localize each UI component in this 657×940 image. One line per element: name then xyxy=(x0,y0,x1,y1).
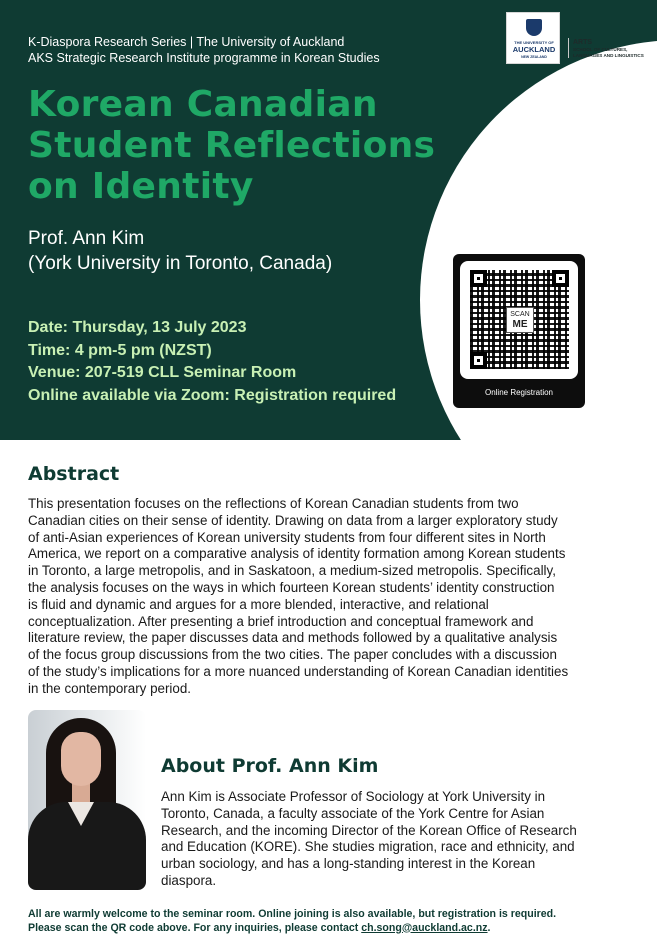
abstract-line: literature review, the paper discusses data and methods followed by a qualitative analysis xyxy=(28,630,558,646)
abstract-line: Canadian cities on their sense of identity. Drawing on data from a larger exploratory study xyxy=(28,512,558,528)
abstract-line: This presentation focuses on the reflections of Korean Canadian students from two xyxy=(28,496,519,511)
about-line: Research, and the incoming Director of the Korean Office of Research xyxy=(161,822,577,838)
faculty-line-2: LANGUAGES AND LINGUISTICS xyxy=(573,52,644,58)
crest-icon xyxy=(526,19,542,36)
footer-line-1: All are warmly welcome to the seminar room. Online joining is also available, but registration is required. xyxy=(28,908,557,920)
qr-finder-icon xyxy=(470,352,487,369)
event-details xyxy=(28,317,396,407)
speaker-block xyxy=(28,226,332,276)
footer-line-2-text: Please scan the QR code above. For any inquiries, please contact xyxy=(28,921,362,934)
faculty-line-1: SCHOOL OF CULTURES, xyxy=(573,47,628,52)
about-line: Toronto, Canada, a faculty associate of the York Centre for Asian xyxy=(161,805,545,821)
speaker-affiliation: (York University in Toronto, Canada) xyxy=(28,253,333,274)
title-line-2: Student Reflections xyxy=(28,125,436,166)
qr-finder-icon xyxy=(470,270,487,287)
abstract-heading: Abstract xyxy=(28,463,120,485)
university-logo xyxy=(506,12,560,64)
footer-line-2-end: . xyxy=(487,921,491,934)
series-info xyxy=(28,34,380,66)
abstract-line: of the study’s implications for a more nuanced understanding of Korean Canadian identities xyxy=(28,663,569,679)
footer-note xyxy=(28,908,556,935)
series-line-1: K-Diaspora Research Series | The University of Auckland xyxy=(28,35,345,49)
photo-jacket xyxy=(28,802,146,890)
logo-line-3: NEW ZEALAND xyxy=(521,55,547,59)
about-text xyxy=(161,789,601,890)
abstract-line: of the focus group discussions from the two cities. The paper concludes with a discussion xyxy=(28,647,557,663)
event-time: Time: 4 pm-5 pm (NZST) xyxy=(28,341,212,359)
abstract-line: the analysis focuses on the ways in which fourteen Korean students’ identity construction xyxy=(28,579,555,595)
photo-face xyxy=(61,732,101,786)
logo-line-2: AUCKLAND xyxy=(512,45,556,54)
faculty-title: ARTS xyxy=(573,39,593,46)
qr-caption: Online Registration xyxy=(484,388,554,397)
about-line: and Education (KORE). She studies migration, race and ethnicity, and xyxy=(161,839,575,855)
title-line-1: Korean Canadian xyxy=(28,84,378,125)
abstract-line: is fluid and dynamic and argues for a more blended, interactive, and relational xyxy=(28,596,489,612)
footer-line-2 xyxy=(28,922,556,936)
logo-divider xyxy=(568,38,569,58)
speaker-photo xyxy=(28,710,146,890)
title-line-3: on Identity xyxy=(28,166,254,207)
me-text: ME xyxy=(512,319,528,330)
event-title xyxy=(28,84,458,207)
qr-registration-card[interactable] xyxy=(453,254,585,408)
logo-line-1: THE UNIVERSITY OF xyxy=(514,40,554,45)
abstract-line: of anti-Asian experiences of Korean university students from four different sites in North xyxy=(28,529,546,545)
event-online: Online available via Zoom: Registration required xyxy=(28,386,397,404)
series-line-2: AKS Strategic Research Institute programme in Korean Studies xyxy=(28,51,380,65)
abstract-text xyxy=(28,496,598,698)
speaker-name: Prof. Ann Kim xyxy=(28,228,145,249)
about-heading: About Prof. Ann Kim xyxy=(161,755,379,777)
contact-email-link[interactable]: ch.song@auckland.ac.nz xyxy=(361,921,488,934)
about-line: urban sociology, and has a long-standing interest in the Korean xyxy=(161,856,536,872)
scan-me-label xyxy=(506,307,534,333)
qr-code-icon[interactable] xyxy=(470,270,569,369)
abstract-line: in the contemporary period. xyxy=(28,680,192,696)
about-line: Ann Kim is Associate Professor of Sociology at York University in xyxy=(161,789,546,804)
event-venue: Venue: 207-519 CLL Seminar Room xyxy=(28,364,297,381)
qr-frame xyxy=(460,261,578,379)
about-line: diaspora. xyxy=(161,872,217,888)
scan-text: SCAN xyxy=(510,311,530,318)
abstract-line: in Toronto, a large metropolis, and in Saskatoon, a medium-sized metropolis. Specifically, xyxy=(28,563,556,579)
abstract-line: America, we report on a comparative analysis of identity formation among Korean students xyxy=(28,546,566,562)
abstract-line: conceptualization. After presenting a brief introduction and conceptual framework and xyxy=(28,613,534,629)
qr-finder-icon xyxy=(552,270,569,287)
event-date: Date: Thursday, 13 July 2023 xyxy=(28,319,247,336)
faculty-label xyxy=(573,39,644,58)
